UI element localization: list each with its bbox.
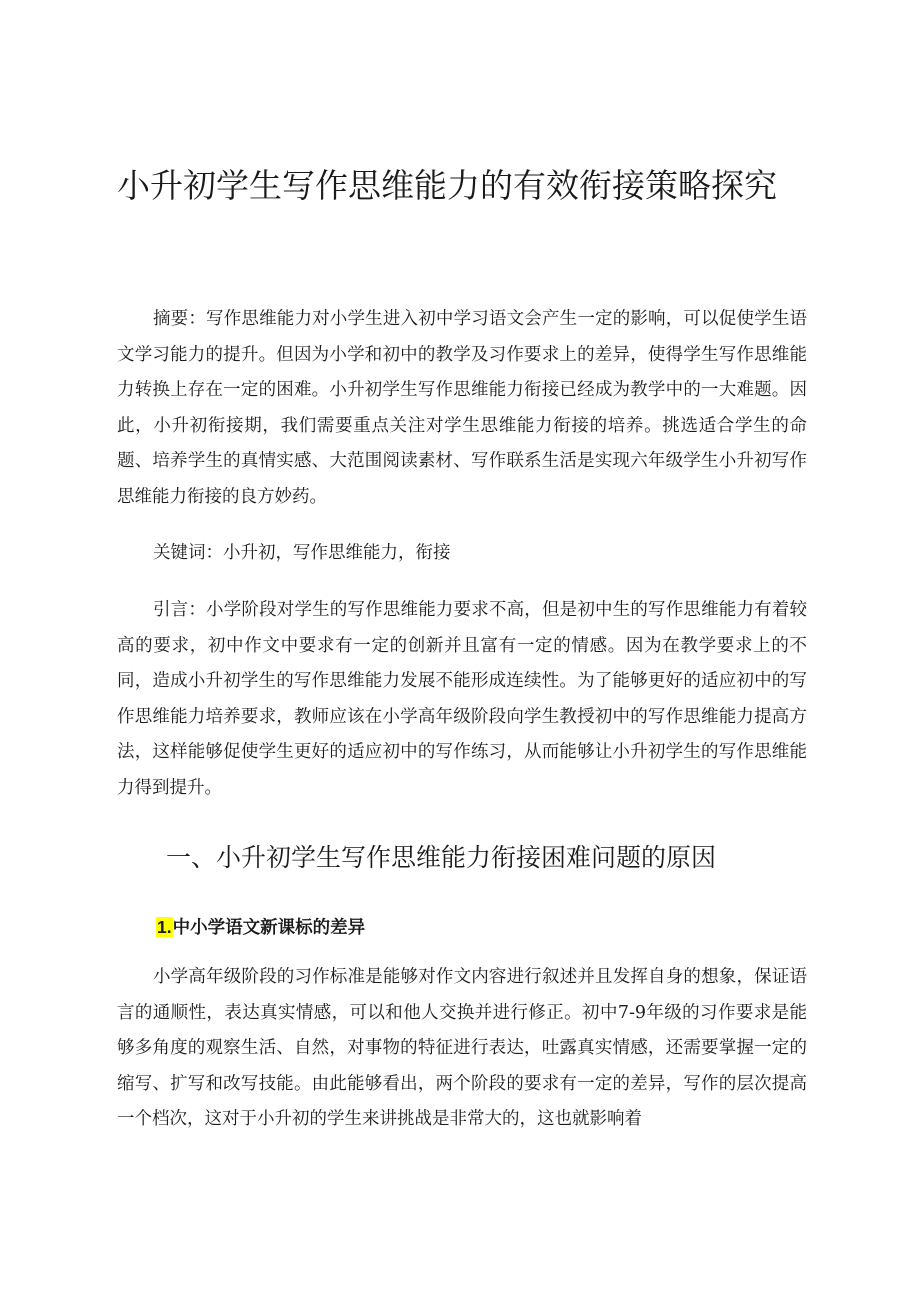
introduction-text: 小学阶段对学生的写作思维能力要求不高，但是初中生的写作思维能力有着较高的要求，初中作文中要求有一定的创新并且富有一定的情感。因为在教学要求上的不同，造成小升初学生的写作思维能力发展不能形成连续性。为了能够更好的适应初中的写作思维能力培养要求，教师应该在小学高年级阶段向学生教授初中的写作思维能力提高方法，这样能够促使学生更好的适应初中的写作练习，从而能够让小升初学生的写作思维能力得到提升。: [117, 600, 808, 798]
keywords-text: 小升初，写作思维能力，衔接: [223, 543, 451, 563]
abstract-text: 写作思维能力对小学生进入初中学习语文会产生一定的影响，可以促使学生语文学习能力的提升。但因为小学和初中的教学及习作要求上的差异，使得学生写作思维能力转换上存在一定的困难。小升初学生写作思维能力衔接已经成为教学中的一大难题。因此，小升初衔接期，我们需要重点关注对学生思维能力衔接的培养。挑选适合学生的命题、培养学生的真情实感、大范围阅读素材、写作联系生活是实现六年级学生小升初写作思维能力衔接的良方妙药。: [117, 309, 808, 507]
introduction-paragraph: [117, 593, 807, 806]
subsection-title: 中小学语文新课标的差异: [172, 918, 366, 938]
keywords-label: 关键词：: [153, 543, 223, 563]
introduction-label: 引言：: [153, 600, 207, 620]
section-heading: 一、小升初学生写作思维能力衔接困难问题的原因: [166, 843, 717, 872]
abstract-label: 摘要：: [153, 309, 207, 329]
document-title: 小升初学生写作思维能力的有效衔接策略探究: [117, 166, 777, 205]
subsection-number: 1.: [157, 917, 172, 937]
abstract-paragraph: [117, 302, 807, 515]
body-paragraph: 小学高年级阶段的习作标准是能够对作文内容进行叙述并且发挥自身的想象，保证语言的通顺性，表达真实情感，可以和他人交换并进行修正。初中7-9年级的习作要求是能够多角度的观察生活、自然，对事物的特征进行表达，吐露真实情感，还需要掌握一定的缩写、扩写和改写技能。由此能够看出，两个阶段的要求有一定的差异，写作的层次提高一个档次，这对于小升初的学生来讲挑战是非常大的，这也就影响着: [117, 967, 807, 1129]
keywords-paragraph: [117, 536, 807, 572]
subsection-heading: [156, 909, 365, 946]
